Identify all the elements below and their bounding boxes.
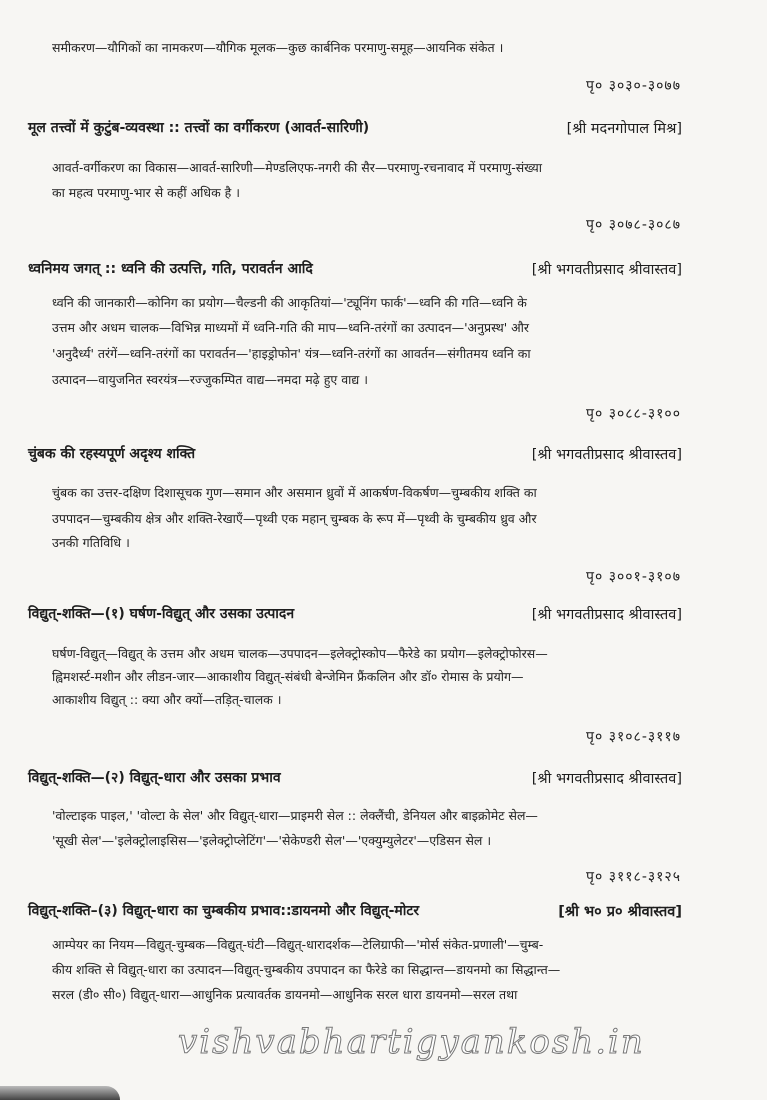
body-line: उत्पादन—वायुजनित स्वरयंत्र—रज्जुकम्पित वाद्य—नमदा मढ़े हुए वाद्य । bbox=[52, 372, 368, 387]
body-line: आकाशीय विद्युत् :: क्या और क्यों—तड़ित्-चालक । bbox=[52, 692, 282, 707]
body-line: ध्वनि की जानकारी—कोनिग का प्रयोग—चैल्डनी की आकृतियां—'ट्यूनिंग फार्क'—ध्वनि की गति—ध्वनि के bbox=[52, 295, 527, 310]
author: [श्री भगवतीप्रसाद श्रीवास्तव] bbox=[531, 447, 682, 463]
watermark: vishvabhartigyankosh.in bbox=[178, 1022, 645, 1062]
body-line: सरल (डी० सी०) विद्युत्-धारा—आधुनिक प्रत्यावर्तक डायनमो—आधुनिक सरल धारा डायनमो—सरल तथा bbox=[52, 987, 518, 1002]
body-line: 'वोल्टाइक पाइल,' 'वोल्टा के सेल' और विद्युत्-धारा—प्राइमरी सेल :: लेक्लैंची, डेनियल और बाइक्रोमेट सेल— bbox=[52, 808, 538, 823]
body-line: आम्पेयर का नियम—विद्युत्-चुम्बक—विद्युत्-घंटी—विद्युत्-धारादर्शक—टेलिग्राफी—'मोर्स संकेत-प्रणाली'—चुम्ब- bbox=[52, 937, 544, 952]
author: [श्री भ० प्र० श्रीवास्तव] bbox=[558, 904, 682, 920]
section-title: चुंबक की रहस्यपूर्ण अदृश्य शक्ति bbox=[28, 446, 196, 462]
page-range: पृ० ३११८-३१२५ bbox=[586, 869, 681, 885]
page-range: पृ० ३०७८-३०८७ bbox=[586, 217, 681, 233]
author: [श्री भगवतीप्रसाद श्रीवास्तव] bbox=[531, 262, 682, 278]
body-line: 'अनुदैर्ध्य' तरंगें—ध्वनि-तरंगों का परावर्तन—'हाइड्रोफोन' यंत्र—ध्वनि-तरंगों का आवर्तन—संगीतमय ध्वनि का bbox=[52, 346, 531, 361]
section-heading bbox=[28, 901, 682, 920]
section-title: मूल तत्त्वों में कुटुंब-व्यवस्था :: तत्त्वों का वर्गीकरण (आवर्त-सारिणी) bbox=[28, 120, 370, 136]
page-range: पृ० ३१०८-३११७ bbox=[586, 729, 681, 745]
author: [श्री भगवतीप्रसाद श्रीवास्तव] bbox=[531, 771, 682, 787]
page-range: पृ० ३०८८-३१०० bbox=[586, 406, 681, 422]
body-line: घर्षण-विद्युत्—विद्युत् के उत्तम और अधम चालक—उपपादन—इलेक्ट्रोस्कोप—फैरेडे का प्रयोग—इलेक्ट्रोफोरस— bbox=[52, 646, 548, 661]
section-heading bbox=[28, 444, 682, 463]
author: [श्री मदनगोपाल मिश्र] bbox=[566, 121, 682, 137]
body-line: कीय शक्ति से विद्युत्-धारा का उत्पादन—विद्युत्-चुम्बकीय उपपादन का फैरेडे का सिद्धान्त—डायनमो का सिद्धान्त— bbox=[52, 962, 561, 977]
body-line: आवर्त-वर्गीकरण का विकास—आवर्त-सारिणी—मेण्डलिएफ-नगरी की सैर—परमाणु-रचनावाद में परमाणु-संख्या bbox=[52, 160, 542, 175]
section-title: विद्युत्-शक्ति–(३) विद्युत्-धारा का चुम्बकीय प्रभाव::डायनमो और विद्युत्-मोटर bbox=[28, 903, 420, 919]
body-line: चुंबक का उत्तर-दक्षिण दिशासूचक गुण—समान और असमान ध्रुवों में आकर्षण-विकर्षण—चुम्बकीय शक्ति का bbox=[52, 485, 537, 500]
section-heading bbox=[28, 118, 682, 137]
section-heading bbox=[28, 604, 682, 623]
section-title: ध्वनिमय जगत् :: ध्वनि की उत्पत्ति, गति, परावर्तन आदि bbox=[28, 261, 313, 277]
section-heading bbox=[28, 259, 682, 278]
page-edge-shadow bbox=[0, 1086, 120, 1100]
body-line: ह्विमशर्स्ट-मशीन और लीडन-जार—आकाशीय विद्युत्-संबंधी बेन्जेमिन फ्रैंकलिन और डॉ० रोमास के प्रयोग— bbox=[52, 669, 524, 684]
body-line: समीकरण—यौगिकों का नामकरण—यौगिक मूलक—कुछ कार्बनिक परमाणु-समूह—आयनिक संकेत । bbox=[52, 40, 504, 55]
section-heading bbox=[28, 768, 682, 787]
body-line: उपपादन—चुम्बकीय क्षेत्र और शक्ति-रेखाएँ—पृथ्वी एक महान् चुम्बक के रूप में—पृथ्वी के चुम्बकीय ध्रुव और bbox=[52, 511, 537, 526]
body-line: उत्तम और अधम चालक—विभिन्न माध्यमों में ध्वनि-गति की माप—ध्वनि-तरंगों का उत्पादन—'अनुप्रस्थ' और bbox=[52, 320, 530, 335]
body-line: का महत्व परमाणु-भार से कहीं अधिक है । bbox=[52, 185, 241, 200]
section-title: विद्युत्-शक्ति—(२) विद्युत्-धारा और उसका प्रभाव bbox=[28, 770, 281, 786]
body-line: उनकी गतिविधि । bbox=[52, 535, 130, 550]
page-range: पृ० ३००१-३१०७ bbox=[586, 569, 681, 585]
section-title: विद्युत्-शक्ति—(१) घर्षण-विद्युत् और उसका उत्पादन bbox=[28, 606, 295, 622]
page-range: पृ० ३०३०-३०७७ bbox=[586, 78, 681, 94]
body-line: 'सूखी सेल'—'इलेक्ट्रोलाइसिस—'इलेक्ट्रोप्लेटिंग'—'सेकेण्डरी सेल'—'एक्युम्युलेटर'—एडिसन सेल । bbox=[52, 833, 492, 848]
author: [श्री भगवतीप्रसाद श्रीवास्तव] bbox=[531, 607, 682, 623]
